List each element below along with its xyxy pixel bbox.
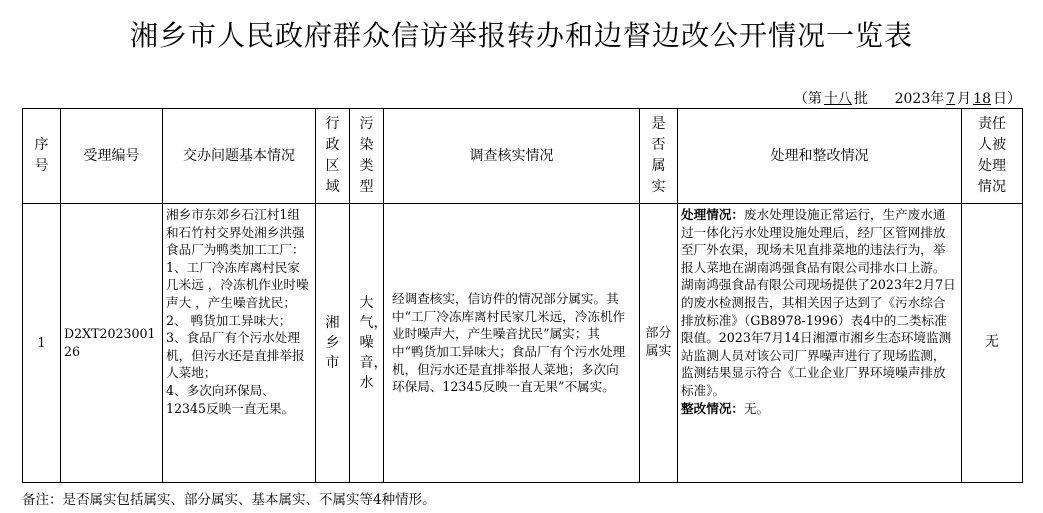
cell-pollution: 大气，噪音，水 (350, 204, 384, 483)
batch-suffix: 批 (853, 91, 868, 107)
header-seq: 序号 (23, 109, 61, 204)
cell-code: D2XT202300126 (61, 204, 163, 483)
cell-fact: 部分属实 (640, 204, 678, 483)
cell-handling (678, 204, 962, 483)
header-area: 行政区域 (316, 109, 350, 204)
cell-seq: 1 (23, 204, 61, 483)
batch-year: 2023 (894, 91, 931, 107)
batch-number: 十八 (823, 91, 852, 107)
header-pollution: 污染类型 (350, 109, 384, 204)
cell-responsible: 无 (962, 204, 1023, 483)
batch-prefix: （第 (793, 91, 822, 107)
header-handling: 处理和整改情况 (678, 109, 962, 204)
table-header-row (23, 109, 1023, 204)
header-investigation: 调查核实情况 (384, 109, 640, 204)
cell-area: 湘乡市 (316, 204, 350, 483)
page-title: 湘乡市人民政府群众信访举报转办和边督边改公开情况一览表 (129, 19, 913, 52)
handling-label: 处理情况： (681, 207, 744, 222)
batch-day: 18 (973, 91, 991, 107)
complaint-table (22, 108, 1023, 483)
table-row (23, 204, 1023, 483)
cell-investigation: 经调查核实，信访件的情况部分属实。其中“工厂冷冻库离村民家几米远，冷冻机作业时噪声大，产生噪音扰民”属实；其中“鸭货加工异味大；食品厂有个污水处理机，但污水还是直排举报人菜地；多次向环保局、12345反映一直无果”不属实。 (384, 204, 640, 483)
batch-date-line (794, 88, 1021, 108)
batch-month: 7 (946, 91, 956, 107)
rectify-label: 整改情况： (681, 400, 744, 416)
header-fact: 是否属实 (640, 109, 678, 204)
header-code: 受理编号 (61, 109, 163, 204)
header-issue: 交办问题基本情况 (163, 109, 316, 204)
batch-year-unit: 年 (930, 91, 945, 107)
handling-text: 废水处理设施正常运行，生产废水通过一体化污水处理设施处理后，经厂区管网排放至厂外农渠，现场未见直排菜地的违法行为，举报人菜地在湖南鸿强食品有限公司排水口上游。湖南鸿强食品有限公司现场提供了2023年2月7日的废水检测报告，其相关因子达到了《污水综合排放标准》（GB8978-1996）表4中的二类标准限值。2023年7月14日湘潭市湘乡生态环境监测站监测人员对该公司厂界噪声进行了现场监测，监测结果显示符合《工业企业厂界环境噪声排放标准》。 (681, 207, 956, 398)
batch-month-unit: 月 (957, 91, 972, 107)
header-responsible: 责任人被处理情况 (962, 109, 1023, 204)
cell-issue: 湘乡市东郊乡石江村1组和石竹村交界处湘乡洪强食品厂为鸭类加工工厂： 1、工厂冷冻库离村民家几米远 ，冷冻机作业时噪声大 ，产生噪音扰民； 2、 鸭货加工异味大； 3、食品厂有个污水处理机，但污水还是直排举报人菜地； 4、多次向环保局、12345反映一直无果。 (163, 204, 316, 483)
footnote: 备注：是否属实包括属实、部分属实、基本属实、不属实等4种情形。 (22, 492, 436, 508)
rectify-text: 无。 (743, 400, 770, 416)
batch-day-unit: 日） (993, 91, 1021, 107)
